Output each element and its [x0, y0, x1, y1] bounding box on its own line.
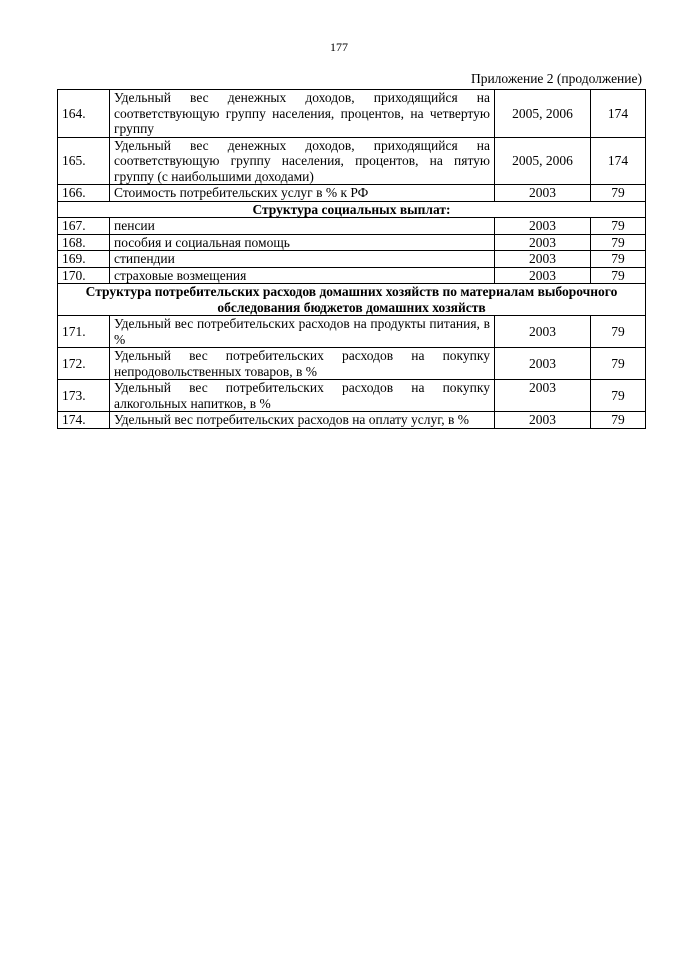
row-number-cell: 170.	[58, 267, 110, 284]
row-number-cell: 167.	[58, 218, 110, 235]
table-row	[58, 218, 646, 235]
section-title: Структура социальных выплат:	[58, 201, 646, 218]
indicator-name-cell: Удельный вес потребительских расходов на продукты питания, в %	[110, 316, 495, 348]
indicator-name-cell: стипендии	[110, 251, 495, 268]
year-cell: 2003	[495, 348, 591, 380]
indicator-name-cell: Стоимость потребительских услуг в % к РФ	[110, 185, 495, 202]
table-row	[58, 348, 646, 380]
table-row	[58, 234, 646, 251]
page-ref-cell: 79	[591, 218, 646, 235]
page-ref-cell: 79	[591, 267, 646, 284]
table-row	[58, 267, 646, 284]
year-cell: 2003	[495, 412, 591, 429]
indicator-name-cell: страховые возмещения	[110, 267, 495, 284]
year-cell: 2003	[495, 185, 591, 202]
indicator-name-cell: Удельный вес потребительских расходов на покупку непродовольственных товаров, в %	[110, 348, 495, 380]
page-ref-cell: 79	[591, 316, 646, 348]
row-number-cell: 164.	[58, 90, 110, 138]
table-row	[58, 316, 646, 348]
indicator-name-cell: Удельный вес денежных доходов, приходящийся на соответствующую группу населения, процентов, на пятую группу (с наибольшими доходами)	[110, 137, 495, 185]
row-number-cell: 173.	[58, 380, 110, 412]
table-row	[58, 412, 646, 429]
row-number-cell: 165.	[58, 137, 110, 185]
indicator-name-cell: Удельный вес денежных доходов, приходящийся на соответствующую группу населения, процентов, на четвертую группу	[110, 90, 495, 138]
indicator-table	[57, 89, 646, 429]
indicator-table-body	[58, 90, 646, 429]
section-title: Структура потребительских расходов домашних хозяйств по материалам выборочного обследования бюджетов домашних хозяйств	[58, 284, 646, 316]
row-number-cell: 174.	[58, 412, 110, 429]
section-header-row	[58, 201, 646, 218]
indicator-name-cell: Удельный вес потребительских расходов на покупку алкогольных напитков, в %	[110, 380, 495, 412]
page-ref-cell: 174	[591, 137, 646, 185]
table-row	[58, 251, 646, 268]
table-row	[58, 137, 646, 185]
row-number-cell: 171.	[58, 316, 110, 348]
row-number-cell: 168.	[58, 234, 110, 251]
appendix-label: Приложение 2 (продолжение)	[470, 71, 642, 86]
page-ref-cell: 79	[591, 234, 646, 251]
table-row	[58, 90, 646, 138]
page-ref-cell: 79	[591, 412, 646, 429]
year-cell: 2003	[495, 267, 591, 284]
row-number-cell: 166.	[58, 185, 110, 202]
year-cell: 2005, 2006	[495, 90, 591, 138]
page-ref-cell: 79	[591, 348, 646, 380]
table-row	[58, 185, 646, 202]
year-cell: 2003	[495, 380, 591, 412]
year-cell: 2003	[495, 316, 591, 348]
page-ref-cell: 79	[591, 251, 646, 268]
indicator-name-cell: Удельный вес потребительских расходов на оплату услуг, в %	[110, 412, 495, 429]
year-cell: 2003	[495, 218, 591, 235]
row-number-cell: 169.	[58, 251, 110, 268]
row-number-cell: 172.	[58, 348, 110, 380]
year-cell: 2003	[495, 251, 591, 268]
table-row	[58, 380, 646, 412]
page-ref-cell: 79	[591, 185, 646, 202]
page-ref-cell: 174	[591, 90, 646, 138]
year-cell: 2003	[495, 234, 591, 251]
indicator-name-cell: пособия и социальная помощь	[110, 234, 495, 251]
page-number: 177	[330, 40, 348, 54]
section-header-row	[58, 284, 646, 316]
page-ref-cell: 79	[591, 380, 646, 412]
year-cell: 2005, 2006	[495, 137, 591, 185]
indicator-name-cell: пенсии	[110, 218, 495, 235]
